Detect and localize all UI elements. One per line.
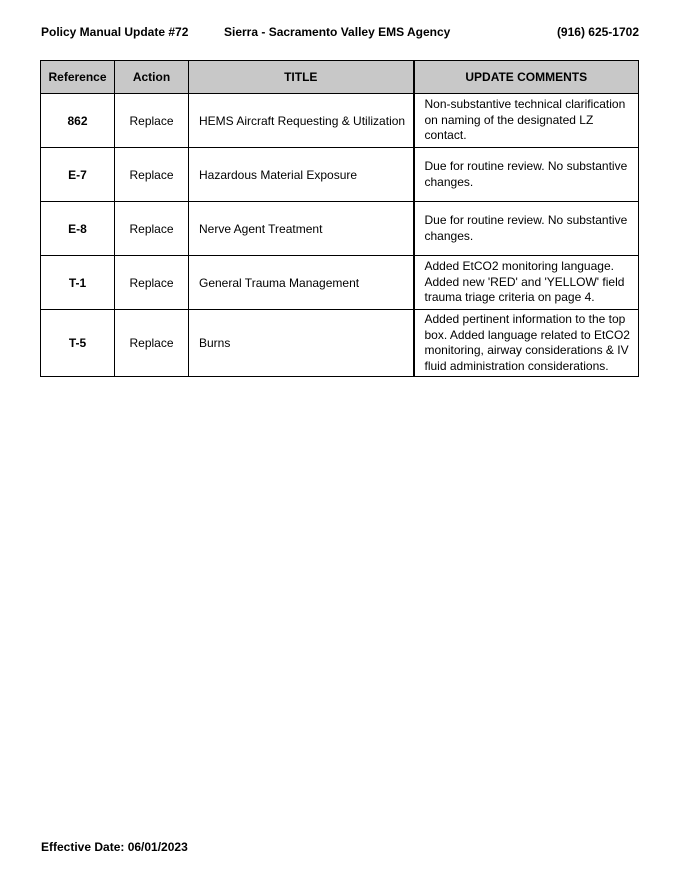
policy-updates-table — [40, 60, 639, 377]
table-row — [41, 310, 639, 377]
agency-name: Sierra - Sacramento Valley EMS Agency — [224, 25, 451, 39]
column-header-update-comments: UPDATE COMMENTS — [414, 61, 639, 94]
table-row — [41, 256, 639, 310]
manual-update-label: Policy Manual Update #72 — [41, 25, 189, 39]
comments-cell: Due for routine review. No substantive changes. — [414, 202, 639, 256]
comments-cell: Non-substantive technical clarification on naming of the designated LZ contact. — [414, 94, 639, 148]
table-row — [41, 148, 639, 202]
reference-cell: E-7 — [41, 148, 115, 202]
action-cell: Replace — [115, 256, 189, 310]
action-cell: Replace — [115, 310, 189, 377]
comments-cell: Added EtCO2 monitoring language. Added new 'RED' and 'YELLOW' field trauma triage criteria on page 4. — [414, 256, 639, 310]
action-cell: Replace — [115, 94, 189, 148]
action-cell: Replace — [115, 202, 189, 256]
reference-cell: T-1 — [41, 256, 115, 310]
agency-phone: (916) 625-1702 — [556, 25, 639, 39]
column-header-title: TITLE — [189, 61, 414, 94]
column-header-action: Action — [115, 61, 189, 94]
title-cell: HEMS Aircraft Requesting & Utilization — [189, 94, 414, 148]
comments-cell: Due for routine review. No substantive changes. — [414, 148, 639, 202]
title-cell: Hazardous Material Exposure — [189, 148, 414, 202]
reference-cell: 862 — [41, 94, 115, 148]
page-header — [41, 25, 639, 41]
table-row — [41, 202, 639, 256]
reference-cell: T-5 — [41, 310, 115, 377]
action-cell: Replace — [115, 148, 189, 202]
effective-date: Effective Date: 06/01/2023 — [41, 840, 188, 854]
reference-cell: E-8 — [41, 202, 115, 256]
column-header-reference: Reference — [41, 61, 115, 94]
comments-cell: Added pertinent information to the top box. Added language related to EtCO2 monitoring, airway considerations & IV fluid administration considerations. — [414, 310, 639, 377]
table-header-row — [41, 61, 639, 94]
title-cell: Burns — [189, 310, 414, 377]
table-row — [41, 94, 639, 148]
title-cell: Nerve Agent Treatment — [189, 202, 414, 256]
title-cell: General Trauma Management — [189, 256, 414, 310]
